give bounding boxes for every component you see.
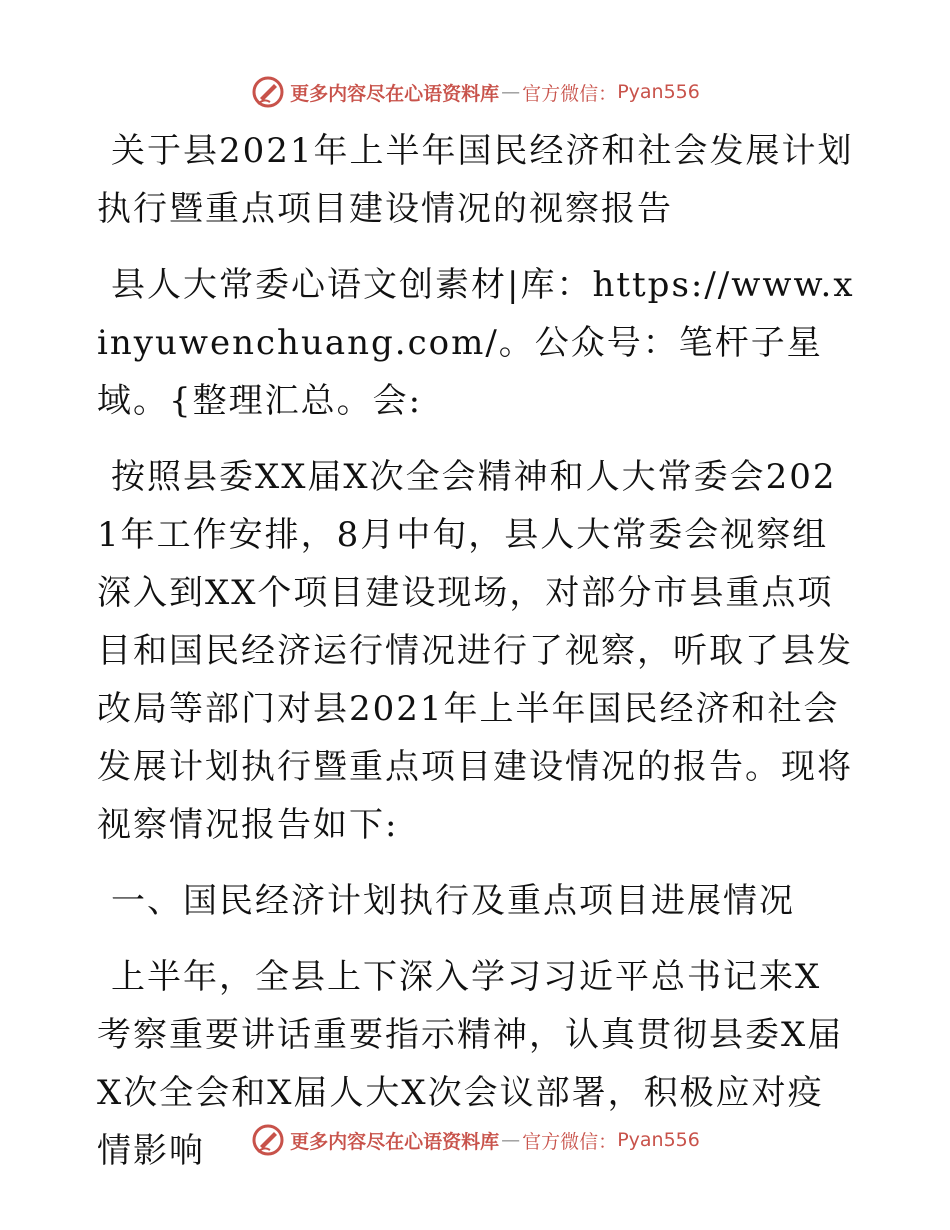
banner-wechat-label: 官方微信：: [522, 1130, 618, 1153]
section-paragraph: 上半年，全县上下深入学习习近平总书记来X考察重要讲话重要指示精神，认真贯彻县委X届X次全会和X届人大X次会议部署，积极应对疫情影响: [97, 957, 844, 1171]
section-heading: 一、国民经济计划执行及重点项目进展情况: [111, 881, 795, 921]
banner-dash: —: [501, 81, 521, 103]
banner-wechat-id: Pyan556: [617, 1129, 700, 1151]
banner-wechat-label: 官方微信：: [522, 82, 618, 105]
intro-paragraph: 按照县委XX届X次全会精神和人大常委会2021年工作安排，8月中旬，县人大常委会视察组深入到XX个项目建设现场，对部分市县重点项目和国民经济运行情况进行了视察，听取了县发改局等部门对县2021年上半年国民经济和社会发展计划执行暨重点项目建设情况的报告。现将视察情况报告如下:: [97, 457, 853, 845]
banner-slogan: 更多内容尽在心语资料库: [290, 1130, 500, 1153]
banner-slogan: 更多内容尽在心语资料库: [290, 82, 500, 105]
document-body: [97, 118, 857, 1180]
document-title: 关于县2021年上半年国民经济和社会发展计划执行暨重点项目建设情况的视察报告: [97, 131, 854, 229]
banner-dash: —: [501, 1129, 521, 1151]
source-line: 县人大常委心语文创素材|库：https://www.xinyuwenchuang.com/。公众号：笔杆子星域。{整理汇总。会:: [97, 265, 855, 421]
footer-banner: [0, 1120, 950, 1160]
logo-icon: [250, 1122, 286, 1158]
banner-wechat-id: Pyan556: [617, 81, 700, 103]
header-banner: [0, 72, 950, 112]
logo-icon: [250, 74, 286, 110]
